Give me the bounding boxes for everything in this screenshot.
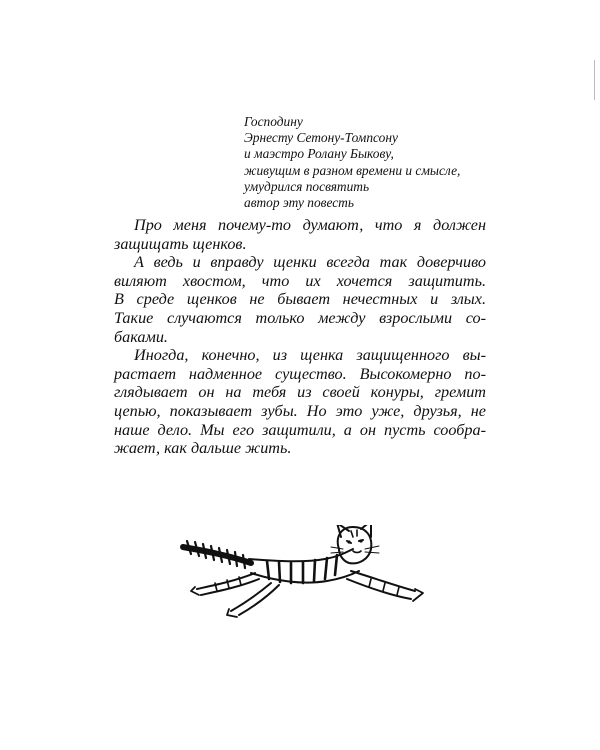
dedication-line: живущим в разном времени и смысле, bbox=[244, 162, 461, 178]
text-line: Такие случаются только между взрослыми со- bbox=[114, 308, 486, 327]
text-line: А ведь и вправду щенки всегда так доверчиво bbox=[134, 253, 486, 272]
dedication bbox=[244, 114, 544, 211]
text-line: цепью, показывает зубы. Но это уже, друзья, не bbox=[114, 401, 486, 420]
text-line: Про меня почему-то думают, что я должен bbox=[134, 216, 486, 234]
text-line: наше дело. Мы его защитили, а он пусть сообра- bbox=[114, 420, 486, 439]
dedication-line: Господину bbox=[244, 114, 303, 129]
dedication-line: Эрнесту Сетону-Томпсону bbox=[244, 130, 398, 146]
text-line: растает надменное существо. Высокомерно по- bbox=[114, 364, 486, 383]
text-line: глядывает он на тебя из своей конуры, гремит bbox=[114, 383, 486, 402]
text-line: жает, как дальше жить. bbox=[114, 439, 292, 458]
text-line: виляют хвостом, что их хочется защитить. bbox=[114, 271, 486, 290]
running-cat-icon bbox=[175, 525, 440, 635]
body-text bbox=[114, 216, 486, 458]
text-line: защищать щенков. bbox=[114, 234, 247, 253]
text-line: Иногда, конечно, из щенка защищенного вы- bbox=[134, 346, 486, 365]
dedication-line: умудрился посвятить bbox=[244, 178, 370, 194]
text-line: баками. bbox=[114, 327, 168, 346]
dedication-line: автор эту повесть bbox=[244, 195, 354, 211]
dedication-line: и маэстро Ролану Быкову, bbox=[244, 146, 394, 162]
page-edge-mark bbox=[594, 60, 595, 100]
text-line: В среде щенков не бывает нечестных и злых. bbox=[114, 290, 486, 309]
